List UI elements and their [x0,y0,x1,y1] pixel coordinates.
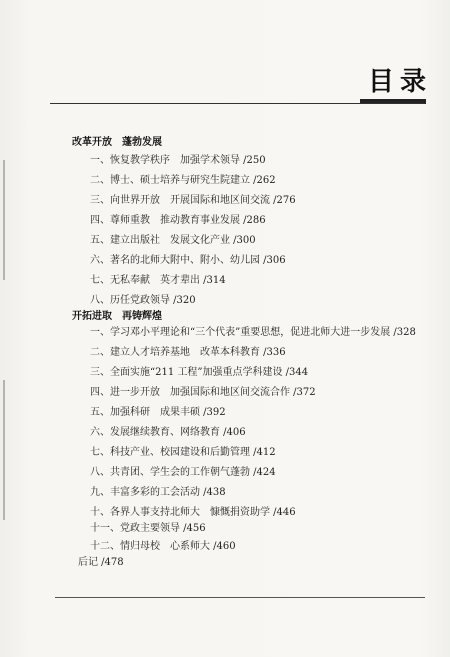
toc-item[interactable]: 三、向世界开放 开展国际和地区间交流 /276 [90,195,296,206]
toc-item[interactable]: 四、尊师重教 推动教育事业发展 /286 [90,215,266,226]
toc-item[interactable]: 一、学习邓小平理论和“三个代表”重要思想，促进北师大进一步发展 /328 [90,327,416,338]
toc-item[interactable]: 五、建立出版社 发展文化产业 /300 [90,235,256,246]
toc-item[interactable]: 一、恢复教学秩序 加强学术领导 /250 [90,155,266,166]
afterword-entry[interactable]: 后记 /478 [78,557,124,568]
toc-item[interactable]: 五、加强科研 成果丰硕 /392 [90,407,226,418]
toc-item[interactable]: 十一、党政主要领导 /456 [90,523,206,534]
section-title: 改革开放 蓬勃发展 [72,137,162,148]
toc-item[interactable]: 二、建立人才培养基地 改革本科教育 /336 [90,347,286,358]
footer-rule [55,597,425,598]
toc-item[interactable]: 六、发展继续教育、网络教育 /406 [90,427,246,438]
toc-item[interactable]: 八、历任党政领导 /320 [90,295,196,306]
toc-item[interactable]: 十二、情归母校 心系师大 /460 [90,541,236,552]
toc-item[interactable]: 二、博士、硕士培养与研究生院建立 /262 [90,175,276,186]
toc-item[interactable]: 十、各界人事支持北师大 慷慨捐资助学 /446 [90,507,296,518]
toc-item[interactable]: 七、科技产业、校园建设和后勤管理 /412 [90,447,276,458]
section-title: 开拓进取 再铸辉煌 [72,311,162,322]
page-edge-shadow [3,160,5,280]
page-title: 目录 [368,67,433,97]
toc-item[interactable]: 六、著名的北师大附中、附小、幼儿园 /306 [90,255,286,266]
toc-item[interactable]: 七、无私奉献 英才辈出 /314 [90,275,226,286]
toc-item[interactable]: 三、全面实施“211 工程”加强重点学科建设 /344 [90,367,309,378]
toc-item[interactable]: 八、共青团、学生会的工作朝气蓬勃 /424 [90,467,276,478]
page-edge-shadow [3,380,5,520]
toc-item[interactable]: 九、丰富多彩的工会活动 /438 [90,487,226,498]
toc-item[interactable]: 四、进一步开放 加强国际和地区间交流合作 /372 [90,387,316,398]
header-rule [50,103,425,104]
